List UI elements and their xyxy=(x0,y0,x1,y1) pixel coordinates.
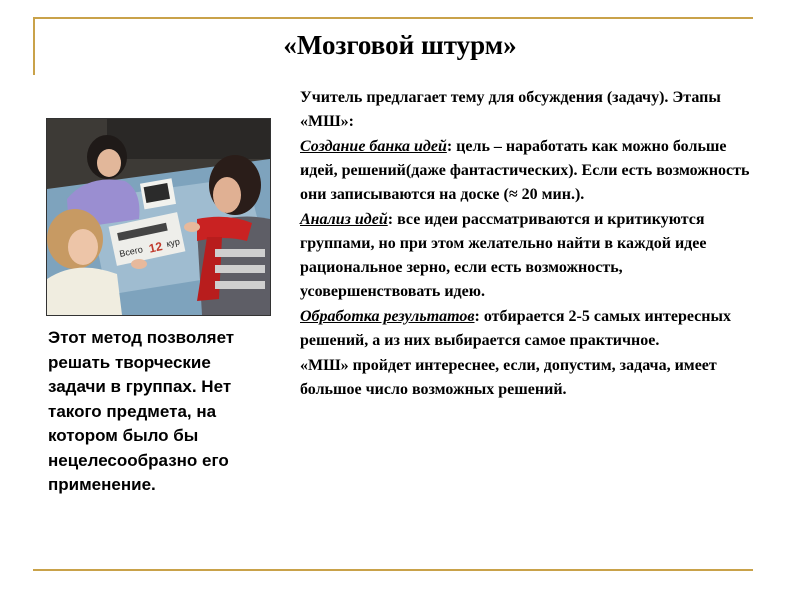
frame-bottom-rule xyxy=(33,569,753,571)
stage-text: : все идеи рассматриваются и критикуются группами, но при этом желательно найти в каждой идее рациональное зерно, если есть возможность, усовершенствовать идею. xyxy=(300,211,707,300)
stage-term: Создание банка идей xyxy=(300,138,447,155)
method-note: Этот метод позволяет решать творческие задачи в группах. Нет такого предмета, на котором было бы нецелесообразно его применение. xyxy=(48,328,235,494)
photo-caption-total: Всего xyxy=(118,244,144,259)
stage-paragraph xyxy=(300,305,760,353)
stage-text: : цель – наработать как можно больше идей, решений(даже фантастических). Если есть возможность они записываются на доске (≈ 20 мин.). xyxy=(300,138,750,203)
slide-title: «Мозговой штурм» xyxy=(283,30,517,60)
stage-paragraph xyxy=(300,208,760,304)
stage-term: Обработка результатов xyxy=(300,308,475,325)
photo-caption-number: 12 xyxy=(147,239,164,256)
description-block xyxy=(300,86,760,403)
frame-top-rule xyxy=(33,17,753,19)
stage-text: : отбирается 2-5 самых интересных решений, а из них выбирается самое практичное. xyxy=(300,308,731,349)
closing-paragraph: «МШ» пройдет интереснее, если, допустим, задача, имеет большое число возможных решений. xyxy=(300,357,717,398)
stage-paragraph xyxy=(300,135,760,207)
photo-caption-unit: кур xyxy=(165,236,181,249)
intro-paragraph: Учитель предлагает тему для обсуждения (задачу). Этапы «МШ»: xyxy=(300,89,721,130)
classroom-photo xyxy=(46,118,271,316)
stage-term: Анализ идей xyxy=(300,211,388,228)
